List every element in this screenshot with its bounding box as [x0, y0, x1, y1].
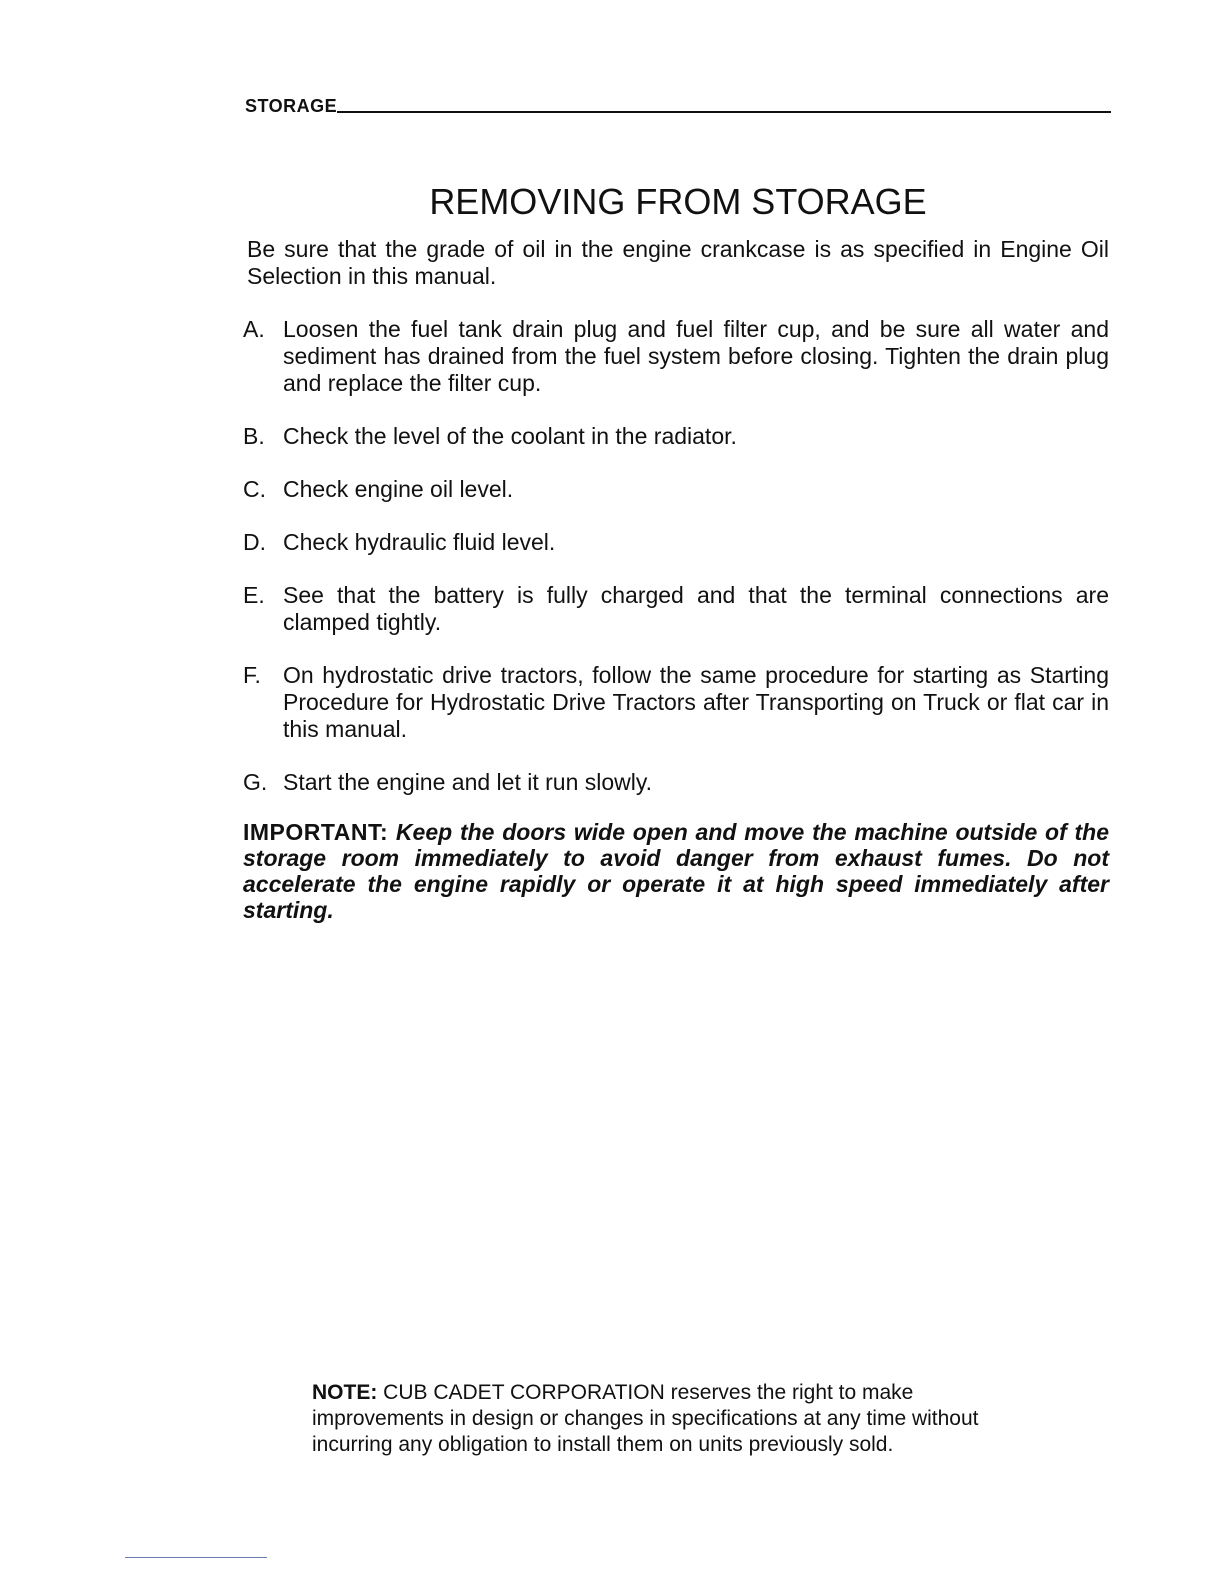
note-text: CUB CADET CORPORATION reserves the right to make improvements in design or changes in specifications at any time without incurring any obligation to install them on units previously sold. — [312, 1381, 979, 1456]
important-text: Keep the doors wide open and move the machine outside of the storage room immediately to avoid danger from exhaust fumes. Do not accelerate the engine rapidly or operate it at high speed immediately after starting. — [243, 819, 1110, 923]
step-text: Loosen the fuel tank drain plug and fuel filter cup, and be sure all water and sediment has drained from the fuel system before closing. Tighten the drain plug and replace the filter cup. — [283, 316, 1109, 396]
footer-rule — [125, 1557, 267, 1558]
step-f — [243, 662, 1109, 743]
step-text: Check engine oil level. — [283, 476, 514, 502]
important-label: IMPORTANT: — [243, 819, 389, 845]
step-text: See that the battery is fully charged and that the terminal connections are clamped tightly. — [283, 582, 1109, 635]
footer-note — [312, 1380, 1030, 1458]
step-g — [243, 769, 1109, 796]
step-a — [243, 316, 1109, 397]
intro-paragraph: Be sure that the grade of oil in the engine crankcase is as specified in Engine Oil Selection in this manual. — [247, 236, 1109, 289]
step-c — [243, 476, 1109, 503]
section-label: STORAGE — [245, 96, 338, 116]
step-letter: B. — [243, 423, 265, 449]
step-letter: G. — [243, 769, 268, 795]
running-header — [245, 96, 1111, 116]
step-e — [243, 582, 1109, 636]
important-notice — [243, 819, 1109, 923]
step-text: On hydrostatic drive tractors, follow the same procedure for starting as Starting Procedure for Hydrostatic Drive Tractors after Transporting on Truck or flat car in this manual. — [283, 662, 1109, 742]
step-d — [243, 529, 1109, 556]
step-text: Check the level of the coolant in the radiator. — [283, 423, 737, 449]
step-letter: A. — [243, 316, 265, 342]
page-title: REMOVING FROM STORAGE — [429, 181, 927, 222]
step-text: Start the engine and let it run slowly. — [283, 769, 653, 795]
header-rule — [337, 111, 1111, 113]
step-b — [243, 423, 1109, 450]
step-letter: C. — [243, 476, 266, 502]
note-label: NOTE: — [312, 1381, 378, 1404]
step-letter: D. — [243, 529, 266, 555]
step-letter: E. — [243, 582, 265, 608]
step-letter: F. — [243, 662, 261, 688]
step-text: Check hydraulic fluid level. — [283, 529, 556, 555]
steps-list — [243, 316, 1109, 822]
